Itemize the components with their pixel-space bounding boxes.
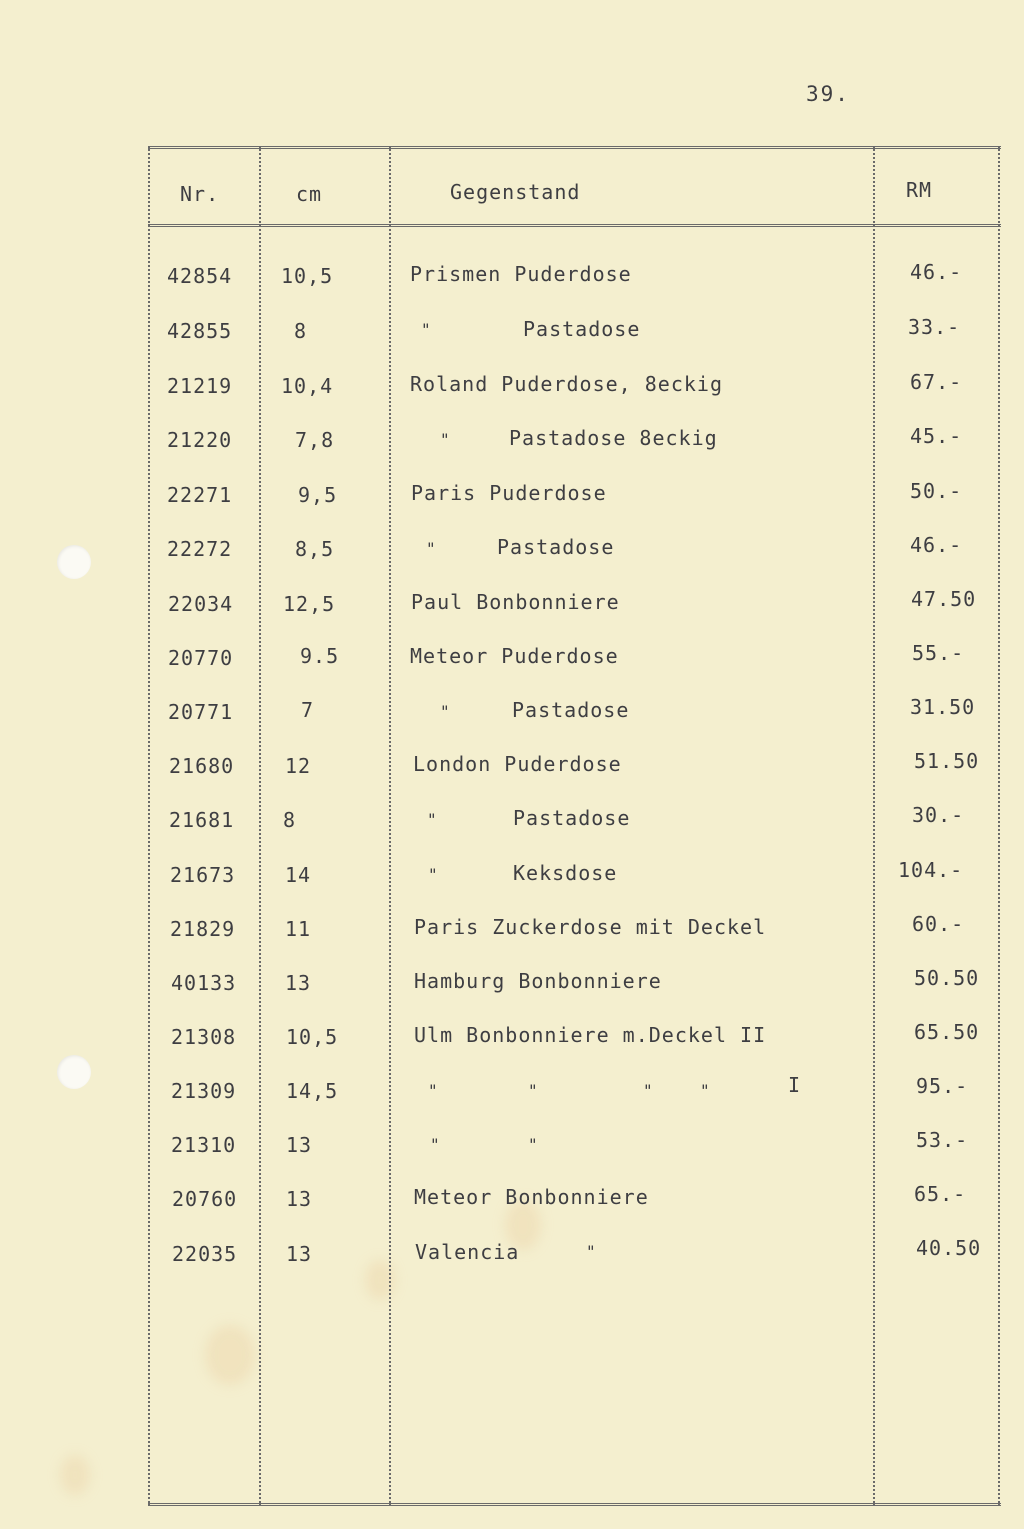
punch-hole-lower <box>57 1055 91 1089</box>
row-cm: 7 <box>301 698 315 722</box>
row-nr: 42854 <box>167 264 233 288</box>
ditto-mark: " <box>426 539 436 558</box>
row-cm: 8 <box>294 319 308 343</box>
row-price: 50.- <box>910 479 963 503</box>
row-nr: 22271 <box>167 483 233 507</box>
row-price: 33.- <box>908 315 961 339</box>
row-price: 60.- <box>912 912 965 936</box>
page-number: 39. <box>806 82 850 106</box>
row-nr: 21681 <box>169 808 235 832</box>
row-cm: 7,8 <box>295 428 335 452</box>
row-nr: 20771 <box>168 700 234 724</box>
row-item: Meteor Puderdose <box>410 644 619 668</box>
row-price: 46.- <box>910 533 963 557</box>
row-price: 67.- <box>910 370 963 394</box>
ditto-mark: " <box>528 1135 538 1154</box>
row-nr: 21673 <box>170 863 236 887</box>
row-nr: 22035 <box>172 1242 238 1266</box>
row-cm: 13 <box>286 1187 313 1211</box>
ledger-table <box>148 146 1001 1506</box>
row-cm: 10,5 <box>281 264 334 288</box>
row-cm: 13 <box>285 971 312 995</box>
row-item: Pastadose <box>513 806 631 830</box>
ditto-mark: " <box>528 1081 538 1100</box>
row-item: Meteor Bonbonniere <box>414 1185 649 1209</box>
ditto-mark: " <box>643 1081 653 1100</box>
row-item: Pastadose 8eckig <box>509 426 718 450</box>
row-price: 55.- <box>912 641 965 665</box>
row-nr: 21310 <box>171 1133 237 1157</box>
row-nr: 21309 <box>171 1079 237 1103</box>
row-cm: 14 <box>285 863 312 887</box>
ditto-mark: " <box>440 702 450 721</box>
row-item: Pastadose <box>523 317 641 341</box>
row-item: Paris Zuckerdose mit Deckel <box>414 915 767 939</box>
row-cm: 10,5 <box>286 1025 339 1049</box>
table-right-border <box>998 146 1000 1506</box>
row-cm: 8,5 <box>295 537 335 561</box>
paper-stain <box>60 1455 90 1495</box>
header-nr: Nr. <box>180 182 220 206</box>
row-item: Pastadose <box>512 698 630 722</box>
row-cm: 8 <box>283 808 297 832</box>
row-cm: 14,5 <box>286 1079 339 1103</box>
row-item: Paris Puderdose <box>411 481 607 505</box>
column-divider-cm-item <box>389 146 391 1506</box>
ditto-mark: " <box>430 1135 440 1154</box>
row-item: Ulm Bonbonniere m.Deckel II <box>414 1023 767 1047</box>
row-item: Keksdose <box>513 861 618 885</box>
row-price: 30.- <box>912 803 965 827</box>
punch-hole-upper <box>57 545 91 579</box>
row-nr: 22034 <box>168 592 234 616</box>
row-item: Prismen Puderdose <box>410 262 632 286</box>
table-left-border <box>148 146 150 1506</box>
row-item: Pastadose <box>497 535 615 559</box>
header-item: Gegenstand <box>450 180 581 204</box>
row-price: 51.50 <box>914 749 980 773</box>
row-nr: 21680 <box>169 754 235 778</box>
row-price: 95.- <box>916 1074 969 1098</box>
row-nr: 22272 <box>167 537 233 561</box>
row-cm: 10,4 <box>281 374 334 398</box>
row-nr: 20770 <box>168 646 234 670</box>
row-nr: 40133 <box>171 971 237 995</box>
ditto-mark: " <box>427 810 437 829</box>
row-cm: 11 <box>285 917 312 941</box>
row-item: Hamburg Bonbonniere <box>414 969 662 993</box>
ditto-mark: " <box>440 430 450 449</box>
row-nr: 42855 <box>167 319 233 343</box>
row-price: 40.50 <box>916 1236 982 1260</box>
row-cm: 12 <box>285 754 312 778</box>
row-cm: 12,5 <box>283 592 336 616</box>
row-cm: 9.5 <box>300 644 340 668</box>
row-nr: 21308 <box>171 1025 237 1049</box>
ditto-mark: " <box>428 865 438 884</box>
row-item: Valencia <box>415 1240 520 1264</box>
ditto-mark: " <box>428 1081 438 1100</box>
row-nr: 21219 <box>167 374 233 398</box>
row-price: 31.50 <box>910 695 976 719</box>
row-price: 47.50 <box>911 587 977 611</box>
row-price: 45.- <box>910 424 963 448</box>
row-item-suffix: I <box>788 1073 802 1097</box>
row-item: Paul Bonbonniere <box>411 590 620 614</box>
row-price: 65.50 <box>914 1020 980 1044</box>
row-cm: 13 <box>286 1133 313 1157</box>
row-nr: 21220 <box>167 428 233 452</box>
row-item: London Puderdose <box>413 752 622 776</box>
row-cm: 9,5 <box>298 483 338 507</box>
header-cm: cm <box>296 182 323 206</box>
row-price: 53.- <box>916 1128 969 1152</box>
row-nr: 21829 <box>170 917 236 941</box>
header-price: RM <box>906 178 933 202</box>
row-item: Roland Puderdose, 8eckig <box>410 372 723 396</box>
ditto-mark: " <box>586 1242 596 1261</box>
row-price: 65.- <box>914 1182 967 1206</box>
column-divider-item-price <box>873 146 875 1506</box>
ditto-mark: " <box>421 320 431 339</box>
row-price: 50.50 <box>914 966 980 990</box>
column-divider-nr-cm <box>259 146 261 1506</box>
ditto-mark: " <box>700 1081 710 1100</box>
row-nr: 20760 <box>172 1187 238 1211</box>
row-cm: 13 <box>286 1242 313 1266</box>
row-price: 104.- <box>898 858 964 882</box>
row-price: 46.- <box>910 260 963 284</box>
